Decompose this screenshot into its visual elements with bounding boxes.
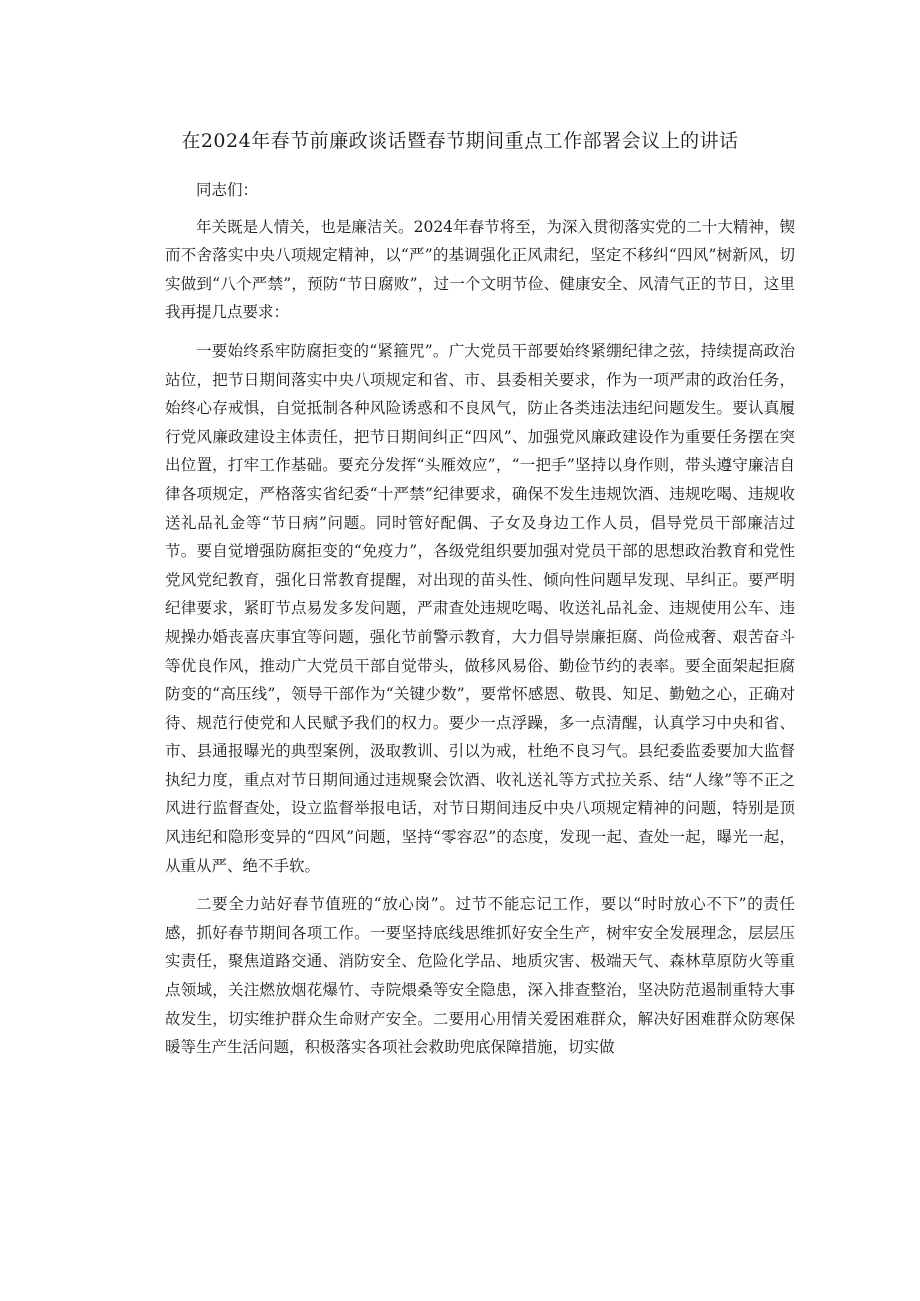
page-title: 在2024年春节前廉政谈话暨春节期间重点工作部署会议上的讲话 [181,130,739,152]
paragraph-intro: 年关既是人情关，也是廉洁关。2024年春节将至，为深入贯彻落实党的二十大精神，锲而不舍落实中央八项规定精神，以“严”的基调强化正风肃纪，坚定不移纠“四风”树新风，切实做到“八个严禁”，预防“节日腐败”，过一个文明节俭、健康安全、风清气正的节日，这里我再提几点要求： [165,217,795,322]
paragraph-section-1: 一要始终系牢防腐拒变的“紧箍咒”。广大党员干部要始终紧绷纪律之弦，持续提高政治站位，把节日期间落实中央八项规定和省、市、县委相关要求，作为一项严肃的政治任务，始终心存戒惧，自觉抵制各种风险诱惑和不良风气，防止各类违法违纪问题发生。要认真履行党风廉政建设主体责任，把节日期间纠正“四风”、加强党风廉政建设作为重要任务摆在突出位置，打牢工作基础。要充分发挥“头雁效应”，“一把手”坚持以身作则，带头遵守廉洁自律各项规定，严格落实省纪委“十严禁”纪律要求，确保不发生违规饮酒、违规吃喝、违规收送礼品礼金等“节日病”问题。同时管好配偶、子女及身边工作人员，倡导党员干部廉洁过节。要自觉增强防腐拒变的“免疫力”，各级党组织要加强对党员干部的思想政治教育和党性党风党纪教育，强化日常教育提醒，对出现的苗头性、倾向性问题早发现、早纠正。要严明纪律要求，紧盯节点易发多发问题，严肃查处违规吃喝、收送礼品礼金、违规使用公车、违规操办婚丧喜庆事宜等问题，强化节前警示教育，大力倡导崇廉拒腐、尚俭戒奢、艰苦奋斗等优良作风，推动广大党员干部自觉带头，做移风易俗、勤俭节约的表率。要全面架起拒腐防变的“高压线”，领导干部作为“关键少数”，要常怀感恩、敬畏、知足、勤勉之心，正确对待、规范行使党和人民赋予我们的权力。要少一点浮躁，多一点清醒，认真学习中央和省、市、县通报曝光的典型案例，汲取教训、引以为戒，杜绝不良习气。县纪委监委要加大监督执纪力度，重点对节日期间通过违规聚会饮酒、收礼送礼等方式拉关系、结“人缘”等不正之风进行监督查处，设立监督举报电话，对节日期间违反中央八项规定精神的问题，特别是顶风违纪和隐形变异的“四风”问题，坚持“零容忍”的态度，发现一起、查处一起，曝光一起，从重从严、绝不手软。 [165,341,795,875]
paragraph-section-2: 二要全力站好春节值班的“放心岗”。过节不能忘记工作，要以“时时放心不下”的责任感，抓好春节期间各项工作。一要坚持底线思维抓好安全生产，树牢安全发展理念，层层压实责任，聚焦道路交通、消防安全、危险化学品、地质灾害、极端天气、森林草原防火等重点领域，关注燃放烟花爆竹、寺院煨桑等安全隐患，深入排查整治，坚决防范遏制重特大事故发生，切实维护群众生命财产安全。二要用心用情关爱困难群众，解决好困难群众防寒保暖等生产生活问题，积极落实各项社会救助兜底保障措施，切实做 [165,895,795,1057]
greeting: 同志们： [196,181,259,199]
document-body [165,176,795,1072]
